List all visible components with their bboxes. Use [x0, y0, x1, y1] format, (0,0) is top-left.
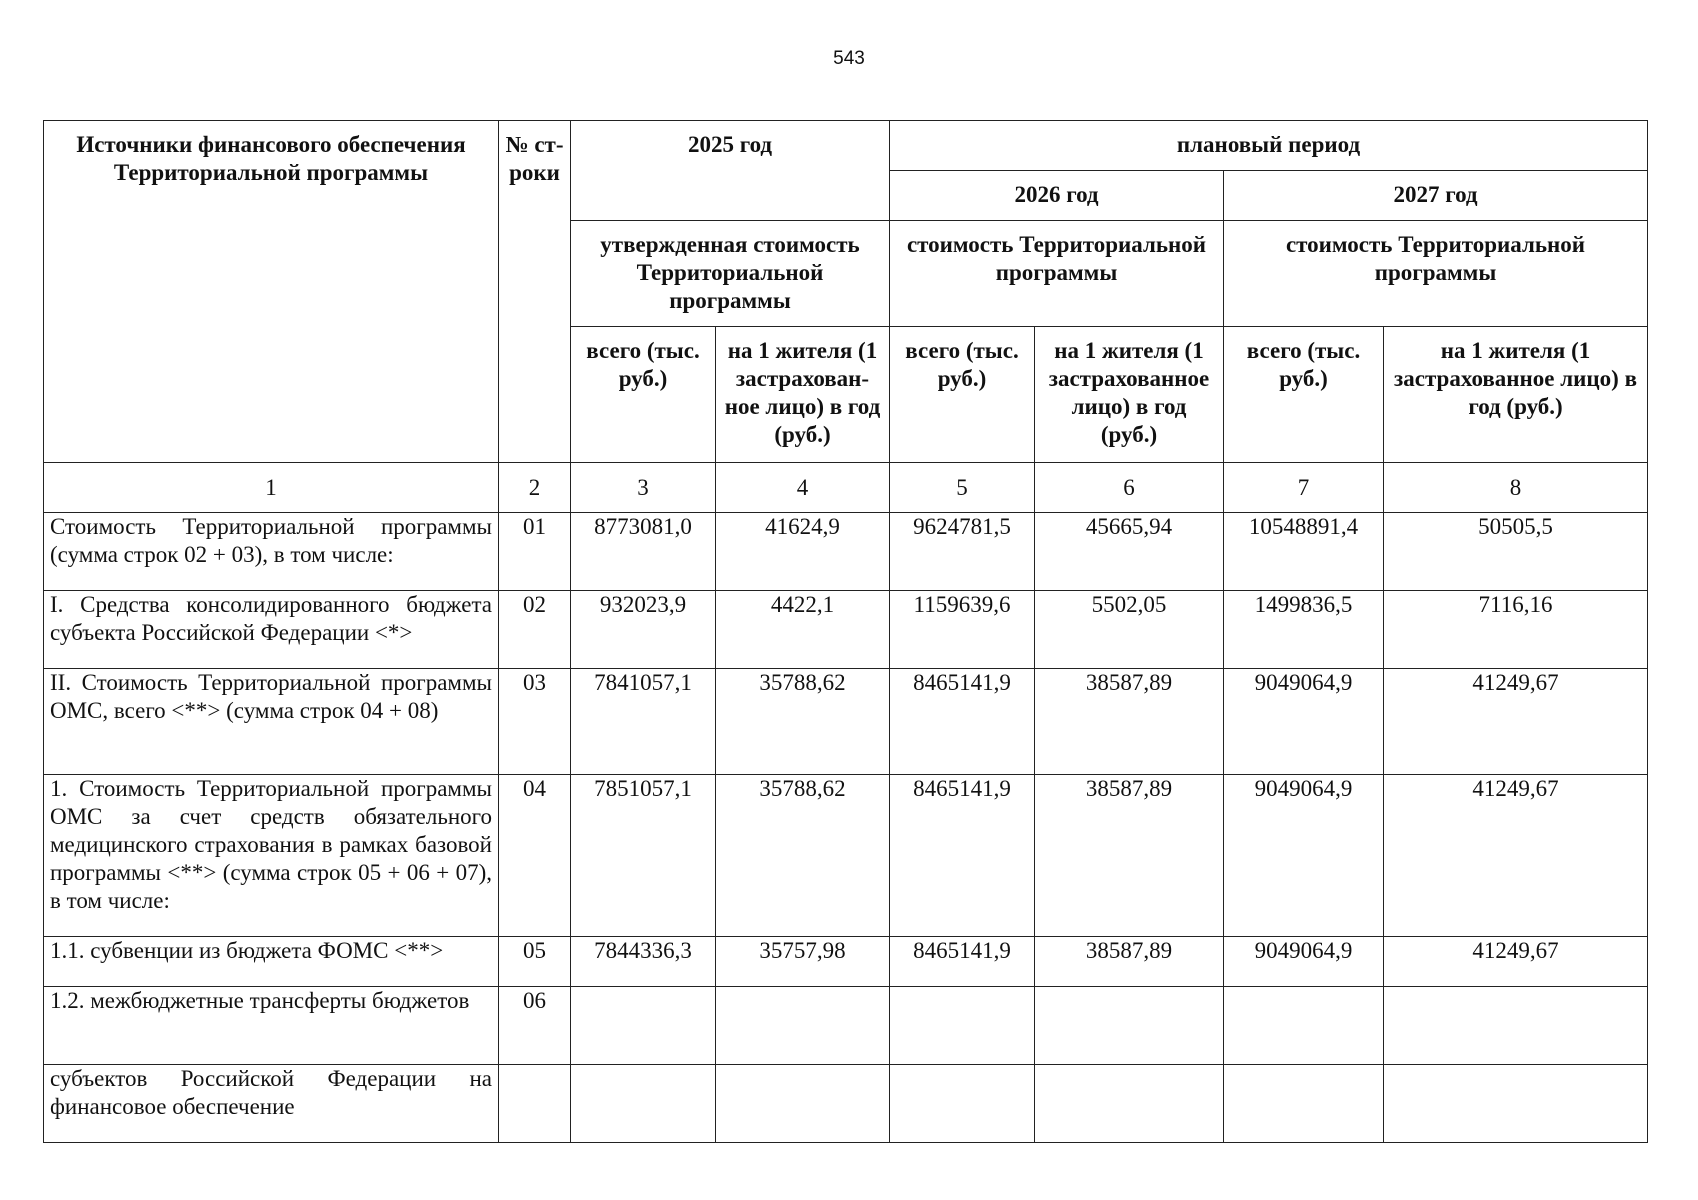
table-row: [44, 937, 1648, 987]
page-number: 543: [833, 48, 865, 69]
cell-total-2026: 9624781,5: [890, 513, 1035, 591]
header-per-capita-2026: на 1 жителя (1 застрахованное лицо) в год (руб.): [1035, 327, 1224, 463]
header-row-years: [44, 121, 1648, 171]
header-line-no: № ст- роки: [499, 121, 571, 463]
cell-per-capita-2026: [1035, 987, 1224, 1065]
header-total-2025: всего (тыс. руб.): [571, 327, 716, 463]
cell-total-2026: 8465141,9: [890, 937, 1035, 987]
row-label: 1.1. субвенции из бюджета ФОМС <**>: [44, 937, 499, 987]
cell-total-2026: [890, 987, 1035, 1065]
cell-total-2027: 9049064,9: [1224, 669, 1384, 775]
column-number: 6: [1035, 463, 1224, 513]
header-year-2025: 2025 год: [571, 121, 890, 221]
cell-total-2027: 9049064,9: [1224, 937, 1384, 987]
cell-per-capita-2026: 45665,94: [1035, 513, 1224, 591]
cell-total-2025: 7851057,1: [571, 775, 716, 937]
column-number: 7: [1224, 463, 1384, 513]
table-row: [44, 513, 1648, 591]
cell-per-capita-2025: 35788,62: [716, 775, 890, 937]
column-number: 3: [571, 463, 716, 513]
cell-per-capita-2026: 38587,89: [1035, 669, 1224, 775]
row-code: 05: [499, 937, 571, 987]
row-code: [499, 1065, 571, 1143]
header-year-2027: 2027 год: [1224, 171, 1648, 221]
row-code: 06: [499, 987, 571, 1065]
cell-total-2025: 932023,9: [571, 591, 716, 669]
cell-total-2025: 7844336,3: [571, 937, 716, 987]
column-number: 2: [499, 463, 571, 513]
column-number: 4: [716, 463, 890, 513]
cell-total-2026: 8465141,9: [890, 775, 1035, 937]
cell-total-2025: [571, 987, 716, 1065]
header-total-2026: всего (тыс. руб.): [890, 327, 1035, 463]
cell-per-capita-2025: [716, 987, 890, 1065]
cell-per-capita-2025: 35788,62: [716, 669, 890, 775]
cell-total-2027: 9049064,9: [1224, 775, 1384, 937]
row-label: субъектов Российской Федерации на финансовое обеспечение: [44, 1065, 499, 1143]
header-year-2026: 2026 год: [890, 171, 1224, 221]
header-per-capita-2025: на 1 жителя (1 застрахован- ное лицо) в год (руб.): [716, 327, 890, 463]
header-planned-period: плановый период: [890, 121, 1648, 171]
cell-per-capita-2026: 38587,89: [1035, 775, 1224, 937]
column-number: 5: [890, 463, 1035, 513]
cell-per-capita-2027: 50505,5: [1384, 513, 1648, 591]
financing-table: [43, 120, 1648, 1143]
cell-per-capita-2025: 35757,98: [716, 937, 890, 987]
column-number: 8: [1384, 463, 1648, 513]
cell-per-capita-2027: 41249,67: [1384, 937, 1648, 987]
row-code: 01: [499, 513, 571, 591]
header-source: Источники финансового обеспечения Территориальной программы: [44, 121, 499, 463]
header-total-2027: всего (тыс. руб.): [1224, 327, 1384, 463]
cell-per-capita-2027: 41249,67: [1384, 775, 1648, 937]
cell-total-2027: 10548891,4: [1224, 513, 1384, 591]
row-code: 03: [499, 669, 571, 775]
cell-per-capita-2026: 5502,05: [1035, 591, 1224, 669]
header-cost-2027: стоимость Территориальной программы: [1224, 221, 1648, 327]
row-label: Стоимость Территориальной программы (сумма строк 02 + 03), в том числе:: [44, 513, 499, 591]
table-row: [44, 669, 1648, 775]
cell-total-2026: 8465141,9: [890, 669, 1035, 775]
table-row: [44, 1065, 1648, 1143]
cell-total-2026: [890, 1065, 1035, 1143]
header-per-capita-2027: на 1 жителя (1 застрахованное лицо) в год (руб.): [1384, 327, 1648, 463]
cell-total-2027: [1224, 1065, 1384, 1143]
table-row: [44, 987, 1648, 1065]
row-label: 1. Стоимость Территориальной программы ОМС за счет средств обязательного медицинского страхования в рамках базовой программы <**> (сумма строк 05 + 06 + 07), в том числе:: [44, 775, 499, 937]
cell-per-capita-2027: 41249,67: [1384, 669, 1648, 775]
cell-per-capita-2027: [1384, 1065, 1648, 1143]
cell-total-2026: 1159639,6: [890, 591, 1035, 669]
cell-total-2027: [1224, 987, 1384, 1065]
row-label: 1.2. межбюджетные трансферты бюджетов: [44, 987, 499, 1065]
cell-total-2025: 7841057,1: [571, 669, 716, 775]
cell-per-capita-2025: [716, 1065, 890, 1143]
column-number: 1: [44, 463, 499, 513]
header-cost-2025: утвержденная стоимость Территориальной программы: [571, 221, 890, 327]
cell-per-capita-2027: 7116,16: [1384, 591, 1648, 669]
row-code: 02: [499, 591, 571, 669]
cell-per-capita-2027: [1384, 987, 1648, 1065]
row-label: I. Средства консолидированного бюджета субъекта Российской Федерации <*>: [44, 591, 499, 669]
table-row: [44, 591, 1648, 669]
row-label: II. Стоимость Территориальной программы ОМС, всего <**> (сумма строк 04 + 08): [44, 669, 499, 775]
cell-per-capita-2025: 41624,9: [716, 513, 890, 591]
column-number-row: [44, 463, 1648, 513]
cell-per-capita-2026: 38587,89: [1035, 937, 1224, 987]
table-row: [44, 775, 1648, 937]
row-code: 04: [499, 775, 571, 937]
cell-total-2025: 8773081,0: [571, 513, 716, 591]
cell-total-2027: 1499836,5: [1224, 591, 1384, 669]
header-cost-2026: стоимость Территориальной программы: [890, 221, 1224, 327]
cell-per-capita-2026: [1035, 1065, 1224, 1143]
cell-per-capita-2025: 4422,1: [716, 591, 890, 669]
cell-total-2025: [571, 1065, 716, 1143]
